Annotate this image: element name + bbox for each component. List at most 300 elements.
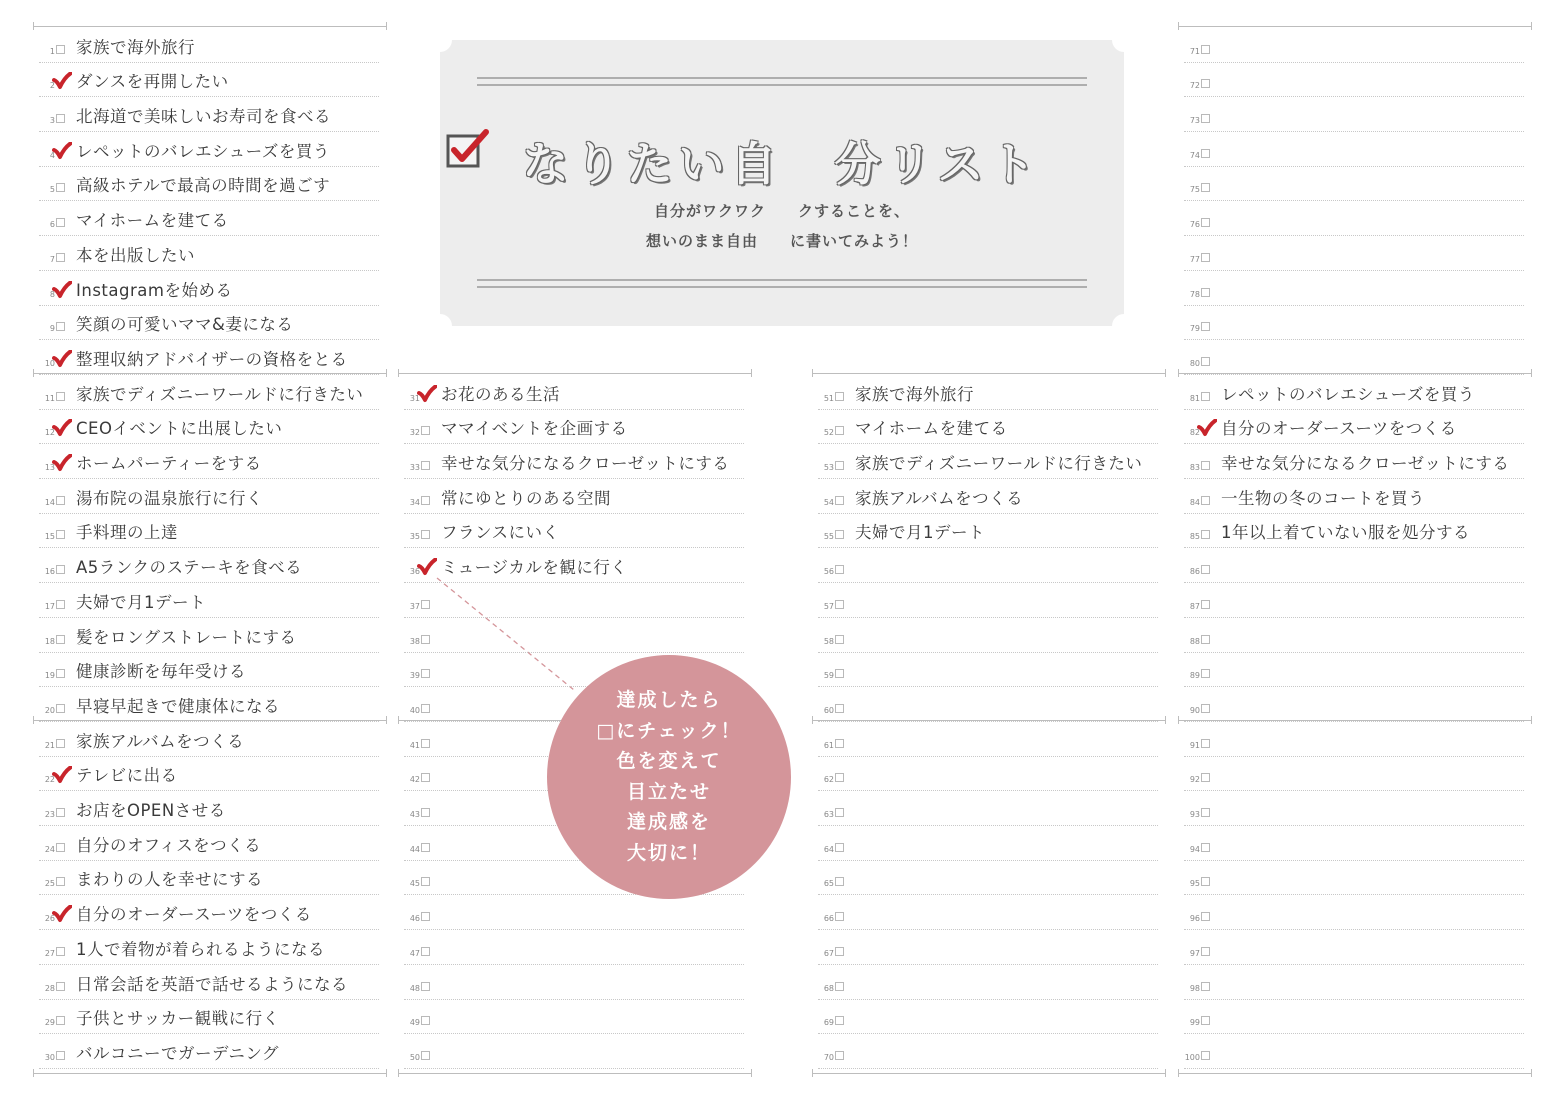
- item-number: 100: [1184, 1052, 1200, 1062]
- checkbox[interactable]: [421, 982, 430, 991]
- item-number: 18: [44, 636, 55, 646]
- item-text: ミュージカルを観に行く: [441, 558, 628, 578]
- item-number: 85: [1189, 532, 1200, 542]
- checkmark-icon[interactable]: [52, 350, 72, 368]
- item-number: 37: [409, 601, 420, 611]
- item-text: 家族で海外旅行: [76, 37, 195, 57]
- checkbox[interactable]: [421, 704, 430, 713]
- callout-line: 達成したら: [616, 689, 722, 711]
- callout-line: 達成感を: [626, 811, 711, 833]
- checkbox[interactable]: [1201, 947, 1210, 956]
- checkbox[interactable]: [56, 635, 65, 644]
- list-item: [33, 791, 387, 826]
- checkbox[interactable]: [1201, 357, 1210, 366]
- block-divider: [33, 373, 387, 374]
- item-text: 家族でディズニーワールドに行きたい: [855, 454, 1143, 474]
- item-number: 4: [49, 150, 55, 160]
- checkbox[interactable]: [1201, 565, 1210, 574]
- item-text: 本を出版したい: [76, 245, 195, 265]
- item-number: 50: [409, 1052, 420, 1062]
- item-number: 64: [823, 844, 834, 854]
- checkbox[interactable]: [835, 982, 844, 991]
- list-item: [398, 549, 752, 584]
- list-item: [1178, 826, 1532, 861]
- list-item: [398, 479, 752, 514]
- dotted-underline: [818, 1068, 1158, 1069]
- item-text: 自分のオーダースーツをつくる: [76, 905, 312, 925]
- checkbox[interactable]: [1201, 218, 1210, 227]
- item-number: 3: [49, 116, 55, 126]
- item-number: 61: [823, 740, 834, 750]
- checkbox[interactable]: [835, 704, 844, 713]
- item-text: 健康診断を毎年受ける: [76, 662, 246, 682]
- callout-line: □にチェック！: [596, 719, 742, 742]
- checkmark-icon[interactable]: [52, 419, 72, 437]
- list-item: [398, 1034, 752, 1069]
- list-block: [812, 373, 1166, 722]
- item-number: 68: [823, 983, 834, 993]
- checkbox[interactable]: [1201, 322, 1210, 331]
- list-item: [1178, 236, 1532, 271]
- item-number: 73: [1189, 116, 1200, 126]
- item-number: 81: [1189, 393, 1200, 403]
- list-block: [33, 373, 387, 722]
- item-number: 43: [409, 810, 420, 820]
- checkbox[interactable]: [56, 947, 65, 956]
- page-title: [440, 128, 1124, 194]
- checkbox[interactable]: [421, 669, 430, 678]
- checkbox[interactable]: [835, 461, 844, 470]
- item-number: 87: [1189, 601, 1200, 611]
- list-item: [33, 479, 387, 514]
- checkbox[interactable]: [835, 1051, 844, 1060]
- checkbox[interactable]: [1201, 982, 1210, 991]
- list-item: [33, 202, 387, 237]
- item-number: 57: [823, 601, 834, 611]
- checkbox[interactable]: [1201, 739, 1210, 748]
- checkbox[interactable]: [421, 877, 430, 886]
- checkbox[interactable]: [1201, 530, 1210, 539]
- item-number: 40: [409, 705, 420, 715]
- item-number: 15: [44, 532, 55, 542]
- block-divider: [33, 1073, 387, 1074]
- item-text: テレビに出る: [76, 766, 178, 786]
- list-item: [1178, 861, 1532, 896]
- item-number: 35: [409, 532, 420, 542]
- list-item: [812, 618, 1166, 653]
- checkbox[interactable]: [56, 669, 65, 678]
- item-number: 77: [1189, 254, 1200, 264]
- block-divider: [33, 26, 387, 27]
- item-number: 93: [1189, 810, 1200, 820]
- item-text: 家族でディズニーワールドに行きたい: [76, 384, 364, 404]
- list-item: [1178, 444, 1532, 479]
- item-number: 82: [1189, 428, 1200, 438]
- block-divider: [812, 373, 1166, 374]
- item-number: 55: [823, 532, 834, 542]
- checkbox[interactable]: [56, 877, 65, 886]
- callout-line: 目立たせ: [626, 780, 711, 803]
- list-item: [1178, 618, 1532, 653]
- list-item: [33, 28, 387, 63]
- checkbox[interactable]: [421, 773, 430, 782]
- dotted-underline: [39, 1068, 379, 1069]
- list-item: [398, 583, 752, 618]
- list-item: [1178, 97, 1532, 132]
- checkbox[interactable]: [835, 600, 844, 609]
- list-item: [1178, 28, 1532, 63]
- checkbox[interactable]: [421, 1051, 430, 1060]
- item-number: 84: [1189, 497, 1200, 507]
- list-item: [812, 965, 1166, 1000]
- list-item: [1178, 132, 1532, 167]
- item-number: 96: [1189, 914, 1200, 924]
- checkbox[interactable]: [421, 947, 430, 956]
- callout-line: 大切に！: [626, 841, 711, 864]
- item-number: 99: [1189, 1018, 1200, 1028]
- dotted-underline: [1184, 1068, 1524, 1069]
- list-item: [1178, 549, 1532, 584]
- item-number: 91: [1189, 740, 1200, 750]
- checkbox[interactable]: [835, 426, 844, 435]
- subtitle-line-1: 自分がワクワク クすることを、: [653, 202, 910, 220]
- checkbox[interactable]: [1201, 877, 1210, 886]
- item-text: マイホームを建てる: [855, 419, 1008, 439]
- item-number: 38: [409, 636, 420, 646]
- list-item: [1178, 757, 1532, 792]
- checkbox[interactable]: [1201, 912, 1210, 921]
- list-item: [1178, 1000, 1532, 1035]
- item-number: 42: [409, 775, 420, 785]
- item-number: 54: [823, 497, 834, 507]
- item-number: 56: [823, 567, 834, 577]
- list-item: [812, 444, 1166, 479]
- checkbox[interactable]: [835, 773, 844, 782]
- item-text: 日常会話を英語で話せるようになる: [76, 974, 348, 994]
- list-block: [1178, 26, 1532, 375]
- checkbox[interactable]: [835, 530, 844, 539]
- list-item: [33, 1000, 387, 1035]
- checkbox[interactable]: [421, 635, 430, 644]
- checkmark-icon[interactable]: [52, 281, 72, 299]
- list-item: [33, 410, 387, 445]
- item-text: 湯布院の温泉旅行に行く: [76, 488, 263, 508]
- item-number: 32: [409, 428, 420, 438]
- item-number: 22: [44, 775, 55, 785]
- checkmark-icon[interactable]: [417, 385, 437, 403]
- item-text: 夫婦で月1デート: [76, 592, 206, 612]
- checkbox[interactable]: [835, 739, 844, 748]
- item-number: 28: [44, 983, 55, 993]
- list-item: [33, 97, 387, 132]
- block-divider: [812, 720, 1166, 721]
- checkbox[interactable]: [56, 1051, 65, 1060]
- list-item: [812, 1000, 1166, 1035]
- checked-box-icon: [446, 128, 490, 168]
- checkmark-icon[interactable]: [52, 454, 72, 472]
- checkbox[interactable]: [421, 600, 430, 609]
- item-text: 幸せな気分になるクローゼットにする: [1221, 454, 1510, 474]
- checkbox[interactable]: [835, 877, 844, 886]
- checkmark-icon[interactable]: [52, 766, 72, 784]
- checkbox[interactable]: [1201, 704, 1210, 713]
- list-item: [33, 236, 387, 271]
- item-text: ホームパーティーをする: [76, 454, 262, 474]
- list-item: [33, 167, 387, 202]
- item-number: 41: [409, 740, 420, 750]
- list-item: [33, 687, 387, 722]
- item-number: 78: [1189, 289, 1200, 299]
- checkbox[interactable]: [1201, 45, 1210, 54]
- checkbox[interactable]: [1201, 79, 1210, 88]
- list-block: [1178, 720, 1532, 1069]
- item-number: 10: [44, 358, 55, 368]
- checkbox[interactable]: [1201, 773, 1210, 782]
- item-number: 97: [1189, 948, 1200, 958]
- checkbox[interactable]: [1201, 600, 1210, 609]
- checkbox[interactable]: [1201, 669, 1210, 678]
- checkbox[interactable]: [421, 1016, 430, 1025]
- list-item: [1178, 653, 1532, 688]
- checkbox[interactable]: [421, 426, 430, 435]
- checkbox[interactable]: [1201, 288, 1210, 297]
- checkbox[interactable]: [56, 982, 65, 991]
- item-text: マイホームを建てる: [76, 211, 229, 231]
- list-item: [33, 306, 387, 341]
- checkbox[interactable]: [1201, 149, 1210, 158]
- list-item: [33, 583, 387, 618]
- checkbox[interactable]: [421, 461, 430, 470]
- item-number: 98: [1189, 983, 1200, 993]
- checkbox[interactable]: [421, 530, 430, 539]
- list-item: [33, 271, 387, 306]
- checkbox[interactable]: [1201, 183, 1210, 192]
- checkbox[interactable]: [56, 600, 65, 609]
- block-divider: [1178, 720, 1532, 721]
- item-number: 6: [49, 220, 55, 230]
- checkbox[interactable]: [835, 912, 844, 921]
- checkbox[interactable]: [835, 565, 844, 574]
- item-number: 52: [823, 428, 834, 438]
- checkbox[interactable]: [56, 45, 65, 54]
- checkbox[interactable]: [56, 218, 65, 227]
- checkbox[interactable]: [56, 496, 65, 505]
- item-text: A5ランクのステーキを食べる: [76, 558, 303, 578]
- checkbox[interactable]: [835, 843, 844, 852]
- checkbox[interactable]: [835, 808, 844, 817]
- item-number: 36: [409, 567, 420, 577]
- checkmark-icon[interactable]: [52, 905, 72, 923]
- list-block: [33, 720, 387, 1069]
- item-text: 髪をロングストレートにする: [76, 627, 297, 647]
- checkbox[interactable]: [56, 114, 65, 123]
- list-item: [812, 861, 1166, 896]
- checkbox[interactable]: [421, 496, 430, 505]
- list-item: [1178, 965, 1532, 1000]
- block-divider: [398, 373, 752, 374]
- list-item: [33, 1034, 387, 1069]
- item-number: 11: [44, 393, 55, 403]
- checkbox[interactable]: [1201, 843, 1210, 852]
- item-number: 14: [44, 497, 55, 507]
- checkbox[interactable]: [1201, 1016, 1210, 1025]
- item-number: 76: [1189, 220, 1200, 230]
- checkmark-icon[interactable]: [52, 72, 72, 90]
- checkbox[interactable]: [421, 808, 430, 817]
- checkbox[interactable]: [835, 635, 844, 644]
- list-item: [398, 375, 752, 410]
- item-number: 39: [409, 671, 420, 681]
- item-number: 62: [823, 775, 834, 785]
- checkbox[interactable]: [1201, 114, 1210, 123]
- list-item: [33, 514, 387, 549]
- checkbox[interactable]: [835, 392, 844, 401]
- subtitle-line-2: 想いのまま自由 に書いてみよう！: [645, 232, 918, 250]
- checkbox[interactable]: [835, 496, 844, 505]
- checkbox[interactable]: [421, 843, 430, 852]
- item-text: 整理収納アドバイザーの資格をとる: [76, 349, 348, 369]
- checkbox[interactable]: [56, 530, 65, 539]
- checkbox[interactable]: [56, 183, 65, 192]
- list-item: [812, 687, 1166, 722]
- list-item: [1178, 202, 1532, 237]
- list-item: [33, 375, 387, 410]
- list-item: [1178, 306, 1532, 341]
- list-item: [812, 826, 1166, 861]
- item-number: 17: [44, 601, 55, 611]
- checkbox[interactable]: [1201, 461, 1210, 470]
- checkbox[interactable]: [835, 947, 844, 956]
- item-number: 47: [409, 948, 420, 958]
- list-item: [1178, 375, 1532, 410]
- checkmark-icon[interactable]: [417, 558, 437, 576]
- item-number: 69: [823, 1018, 834, 1028]
- list-item: [812, 757, 1166, 792]
- item-number: 34: [409, 497, 420, 507]
- checkbox[interactable]: [835, 1016, 844, 1025]
- list-item: [1178, 271, 1532, 306]
- checkmark-icon[interactable]: [1197, 419, 1217, 437]
- item-text: 家族で海外旅行: [855, 384, 974, 404]
- item-text: 家族アルバムをつくる: [855, 488, 1024, 508]
- list-item: [1178, 63, 1532, 98]
- dotted-underline: [404, 1068, 744, 1069]
- list-item: [1178, 167, 1532, 202]
- checkbox[interactable]: [56, 253, 65, 262]
- item-number: 48: [409, 983, 420, 993]
- checkbox[interactable]: [1201, 1051, 1210, 1060]
- list-item: [33, 826, 387, 861]
- list-item: [398, 1000, 752, 1035]
- checkbox[interactable]: [421, 739, 430, 748]
- checkbox[interactable]: [56, 565, 65, 574]
- item-number: 21: [44, 740, 55, 750]
- item-number: 7: [49, 254, 55, 264]
- list-item: [812, 549, 1166, 584]
- list-item: [812, 514, 1166, 549]
- item-number: 12: [44, 428, 55, 438]
- checkbox[interactable]: [56, 808, 65, 817]
- list-item: [1178, 410, 1532, 445]
- list-item: [33, 63, 387, 98]
- checkbox[interactable]: [56, 392, 65, 401]
- list-item: [1178, 583, 1532, 618]
- checkbox[interactable]: [1201, 496, 1210, 505]
- item-text: フランスにいく: [441, 523, 560, 543]
- item-text: 幸せな気分になるクローゼットにする: [441, 454, 730, 474]
- list-item: [1178, 514, 1532, 549]
- page-title-text: なりたい自 分リスト: [522, 137, 1042, 191]
- list-item: [33, 757, 387, 792]
- item-number: 79: [1189, 324, 1200, 334]
- item-number: 63: [823, 810, 834, 820]
- item-number: 72: [1189, 81, 1200, 91]
- item-text: 一生物の冬のコートを買う: [1221, 488, 1425, 508]
- checkmark-icon[interactable]: [52, 142, 72, 160]
- item-number: 51: [823, 393, 834, 403]
- item-number: 90: [1189, 705, 1200, 715]
- block-divider: [1178, 26, 1532, 27]
- item-text: Instagramを始める: [76, 280, 233, 300]
- checkbox[interactable]: [1201, 253, 1210, 262]
- item-number: 49: [409, 1018, 420, 1028]
- checkbox[interactable]: [1201, 392, 1210, 401]
- item-number: 20: [44, 705, 55, 715]
- list-item: [812, 583, 1166, 618]
- callout-bubble: [547, 655, 791, 899]
- checkbox[interactable]: [56, 843, 65, 852]
- list-block: [812, 720, 1166, 1069]
- item-number: 83: [1189, 463, 1200, 473]
- item-text: ダンスを再開したい: [76, 72, 229, 92]
- item-number: 27: [44, 948, 55, 958]
- item-number: 71: [1189, 46, 1200, 56]
- item-number: 67: [823, 948, 834, 958]
- list-item: [812, 653, 1166, 688]
- block-divider: [398, 1073, 752, 1074]
- checkbox[interactable]: [835, 669, 844, 678]
- item-number: 33: [409, 463, 420, 473]
- list-item: [33, 549, 387, 584]
- item-number: 86: [1189, 567, 1200, 577]
- checkbox[interactable]: [56, 739, 65, 748]
- list-item: [1178, 791, 1532, 826]
- block-divider: [1178, 373, 1532, 374]
- list-item: [33, 618, 387, 653]
- item-number: 59: [823, 671, 834, 681]
- item-text: 自分のオーダースーツをつくる: [1221, 419, 1457, 439]
- item-number: 45: [409, 879, 420, 889]
- list-block: [33, 26, 387, 375]
- list-item: [812, 896, 1166, 931]
- item-number: 25: [44, 879, 55, 889]
- checkbox[interactable]: [1201, 635, 1210, 644]
- item-number: 44: [409, 844, 420, 854]
- checkbox[interactable]: [56, 704, 65, 713]
- item-number: 16: [44, 567, 55, 577]
- checkbox[interactable]: [421, 912, 430, 921]
- list-item: [33, 444, 387, 479]
- item-number: 60: [823, 705, 834, 715]
- item-number: 65: [823, 879, 834, 889]
- checkbox[interactable]: [1201, 808, 1210, 817]
- checkbox[interactable]: [56, 322, 65, 331]
- item-text: お店をOPENさせる: [76, 801, 226, 821]
- list-item: [812, 410, 1166, 445]
- checkbox[interactable]: [56, 1016, 65, 1025]
- list-item: [812, 930, 1166, 965]
- block-divider: [812, 1073, 1166, 1074]
